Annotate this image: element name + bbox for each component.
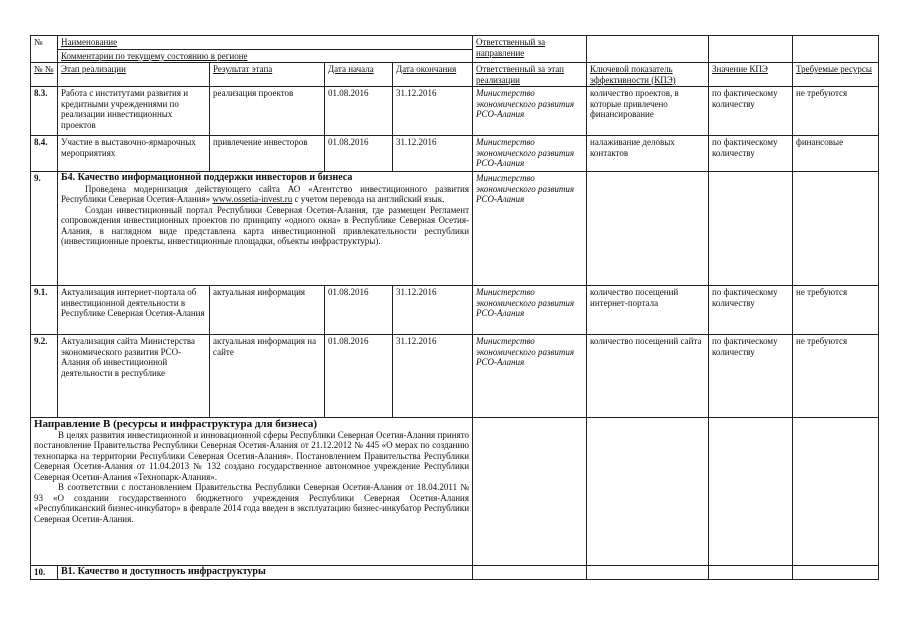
section-9-empty-2 [709, 172, 793, 286]
row-resources: финансовые [793, 136, 879, 172]
col-resources: Требуемые ресурсы [793, 63, 879, 87]
section-10-empty-3 [709, 566, 793, 580]
section-9-empty-3 [793, 172, 879, 286]
header-no: № [31, 36, 58, 63]
section-9-empty-1 [587, 172, 709, 286]
header-row-1 [31, 36, 879, 50]
header-empty-1 [587, 36, 709, 63]
row-kpi-value: по фактическому количеству [709, 335, 793, 418]
section-9-responsible: Министерство экономического развития РСО-Алания [473, 172, 587, 286]
row-number: 8.3. [31, 87, 58, 136]
col-resp-stage: Ответственный за этап реализации [473, 63, 587, 87]
header-empty-3 [793, 36, 879, 63]
row-stage: Актуализация сайта Министерства экономического развития РСО-Алания об инвестиционной деятельности в республике [58, 335, 210, 418]
row-end: 31.12.2016 [393, 286, 473, 335]
section-b-empty-1 [473, 418, 587, 566]
col-start: Дата начала [325, 63, 393, 87]
row-resources: не требуются [793, 87, 879, 136]
section-9-title: Б4. Качество информационной поддержки инвесторов и бизнеса [61, 172, 353, 183]
row-kpi: количество посещений сайта [587, 335, 709, 418]
row-responsible: Министерство экономического развития РСО-Алания [473, 87, 587, 136]
header-name: Наименование [58, 36, 473, 50]
col-result: Результат этапа [210, 63, 325, 87]
row-kpi: количество проектов, в которые привлечено финансирование [587, 87, 709, 136]
header-responsible-direction: Ответственный за направление [473, 36, 587, 63]
row-responsible: Министерство экономического развития РСО-Алания [473, 286, 587, 335]
row-result: привлечение инвесторов [210, 136, 325, 172]
row-start: 01.08.2016 [325, 87, 393, 136]
row-result: реализация проектов [210, 87, 325, 136]
section-row-10 [31, 566, 879, 580]
table-row [31, 87, 879, 136]
row-number: 9.2. [31, 335, 58, 418]
header-comment: Комментарии по текущему состоянию в регионе [58, 49, 473, 63]
row-end: 31.12.2016 [393, 335, 473, 418]
row-kpi: количество посещений интернет-портала [587, 286, 709, 335]
col-stage: Этап реализации [58, 63, 210, 87]
row-stage: Актуализация интернет-портала об инвестиционной деятельности в Республике Северная Осетия-Алания [58, 286, 210, 335]
section-10-empty-1 [473, 566, 587, 580]
row-result: актуальная информация [210, 286, 325, 335]
section-b-para-2: В соответствии с постановлением Правительства Республики Северная Осетия-Алания от 18.04.2011 № 93 «О создании государственного бюджетного учреждения Республики Северная Осетия-Алания «Республиканский бизнес-инкубатор» в феврале 2014 года введен в эксплуатацию бизнес-инкубатор Республики Северная Осетия-Алания. [34, 482, 470, 524]
table-row [31, 286, 879, 335]
section-10-empty-2 [587, 566, 709, 580]
header-empty-2 [709, 36, 793, 63]
section-b-empty-3 [709, 418, 793, 566]
row-kpi: налаживание деловых контактов [587, 136, 709, 172]
section-b-content [31, 418, 473, 566]
section-b-empty-2 [587, 418, 709, 566]
row-stage: Участие в выставочно-ярмарочных мероприятиях [58, 136, 210, 172]
section-row-9 [31, 172, 879, 286]
table-row [31, 136, 879, 172]
section-b-title: Направление В (ресурсы и инфраструктура для бизнеса) [34, 418, 318, 430]
section-number: 9. [31, 172, 58, 286]
row-start: 01.08.2016 [325, 136, 393, 172]
ossetia-invest-link[interactable]: www.ossetia-invest.ru [212, 194, 293, 204]
row-resources: не требуются [793, 286, 879, 335]
section-b-para-1: В целях развития инвестиционной и инновационной сферы Республики Северная Осетия-Алания принято постановление Правительства Республики Северная Осетия-Алания от 21.12.2012 № 445 «О мерах по созданию технопарка на территории Республики Северная Осетия-Алания». Постановлением Правительства Республики Северная Осетия-Алания от 11.04.2013 № 132 создано государственное автономное учреждение Республики Северная Осетия-Алания «Технопарк-Алания». [34, 429, 470, 482]
section-9-para-1-end: с учетом перевода на английский язык. [294, 194, 445, 204]
row-kpi-value: по фактическому количеству [709, 87, 793, 136]
col-end: Дата окончания [393, 63, 473, 87]
row-responsible: Министерство экономического развития РСО-Алания [473, 335, 587, 418]
col-no: № № [31, 63, 58, 87]
roadmap-table [30, 35, 879, 580]
row-responsible: Министерство экономического развития РСО-Алания [473, 136, 587, 172]
section-9-content [58, 172, 473, 286]
row-result: актуальная информация на сайте [210, 335, 325, 418]
row-kpi-value: по фактическому количеству [709, 136, 793, 172]
section-9-para-1-text: Проведена модернизация действующего сайта АО «Агентство инвестиционного развития Республики Северная Осетия-Алания» [61, 183, 470, 204]
col-kpi-value: Значение КПЭ [709, 63, 793, 87]
row-number: 9.1. [31, 286, 58, 335]
column-header-row [31, 63, 879, 87]
row-resources: не требуются [793, 335, 879, 418]
table-row [31, 335, 879, 418]
section-10-title: В1. Качество и доступность инфраструктуры [58, 566, 473, 580]
row-number: 8.4. [31, 136, 58, 172]
section-number: 10. [31, 566, 58, 580]
section-b-empty-4 [793, 418, 879, 566]
row-start: 01.08.2016 [325, 335, 393, 418]
row-start: 01.08.2016 [325, 286, 393, 335]
section-9-para-2: Создан инвестиционный портал Республики Северная Осетия-Алания, где размещен Регламент сопровождения инвестиционных проектов по принципу «одного окна» в Республике Северная Осетия-Алания, в наглядном виде представлена карта инвестиционной привлекательности республики (инвестиционные проекты, инвестиционные площадки, объекты инфраструктуры). [61, 204, 470, 246]
row-end: 31.12.2016 [393, 87, 473, 136]
row-kpi-value: по фактическому количеству [709, 286, 793, 335]
section-9-para-1 [61, 184, 469, 205]
section-row-b [31, 418, 879, 566]
col-kpi: Ключевой показатель эффективности (КПЭ) [587, 63, 709, 87]
row-stage: Работа с институтами развития и кредитными учреждениями по реализации инвестиционных проектов [58, 87, 210, 136]
section-10-empty-4 [793, 566, 879, 580]
row-end: 31.12.2016 [393, 136, 473, 172]
